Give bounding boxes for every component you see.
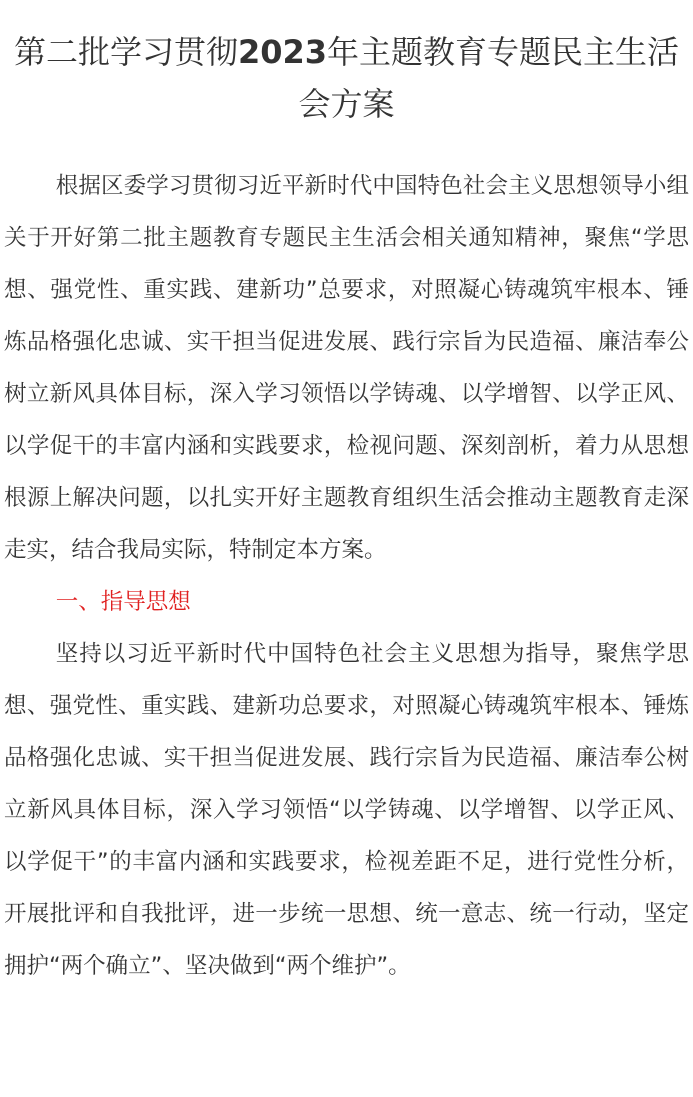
- title-year: 2023: [237, 33, 328, 71]
- section-heading-guiding-ideology: 一、指导思想: [55, 589, 191, 615]
- document-title: 第二批学习贯彻2023年主题教育专题民主生活会方案: [13, 33, 680, 123]
- intro-paragraph: 根据区委学习贯彻习近平新时代中国特色社会主义思想领导小组关于开好第二批主题教育专题民主生活会相关通知精神，聚焦“学思想、强党性、重实践、建新功”总要求，对照凝心铸魂筑牢根本、锤炼品格强化忠诚、实干担当促进发展、践行宗旨为民造福、廉洁奉公树立新风具体目标，深入学习领悟以学铸魂、以学增智、以学正风、以学促干的丰富内涵和实践要求，检视问题、深刻剖析，着力从思想根源上解决问题，以扎实开好主题教育组织生活会推动主题教育走深走实，结合我局实际，特制定本方案。: [4, 173, 689, 563]
- section-body-guiding-ideology: 坚持以习近平新时代中国特色社会主义思想为指导，聚焦学思想、强党性、重实践、建新功总要求，对照凝心铸魂筑牢根本、锤炼品格强化忠诚、实干担当促进发展、践行宗旨为民造福、廉洁奉公树立新风具体目标，深入学习领悟“以学铸魂、以学增智、以学正风、以学促干”的丰富内涵和实践要求，检视差距不足，进行党性分析，开展批评和自我批评，进一步统一思想、统一意志、统一行动，坚定拥护“两个确立”、坚决做到“两个维护”。: [4, 641, 689, 979]
